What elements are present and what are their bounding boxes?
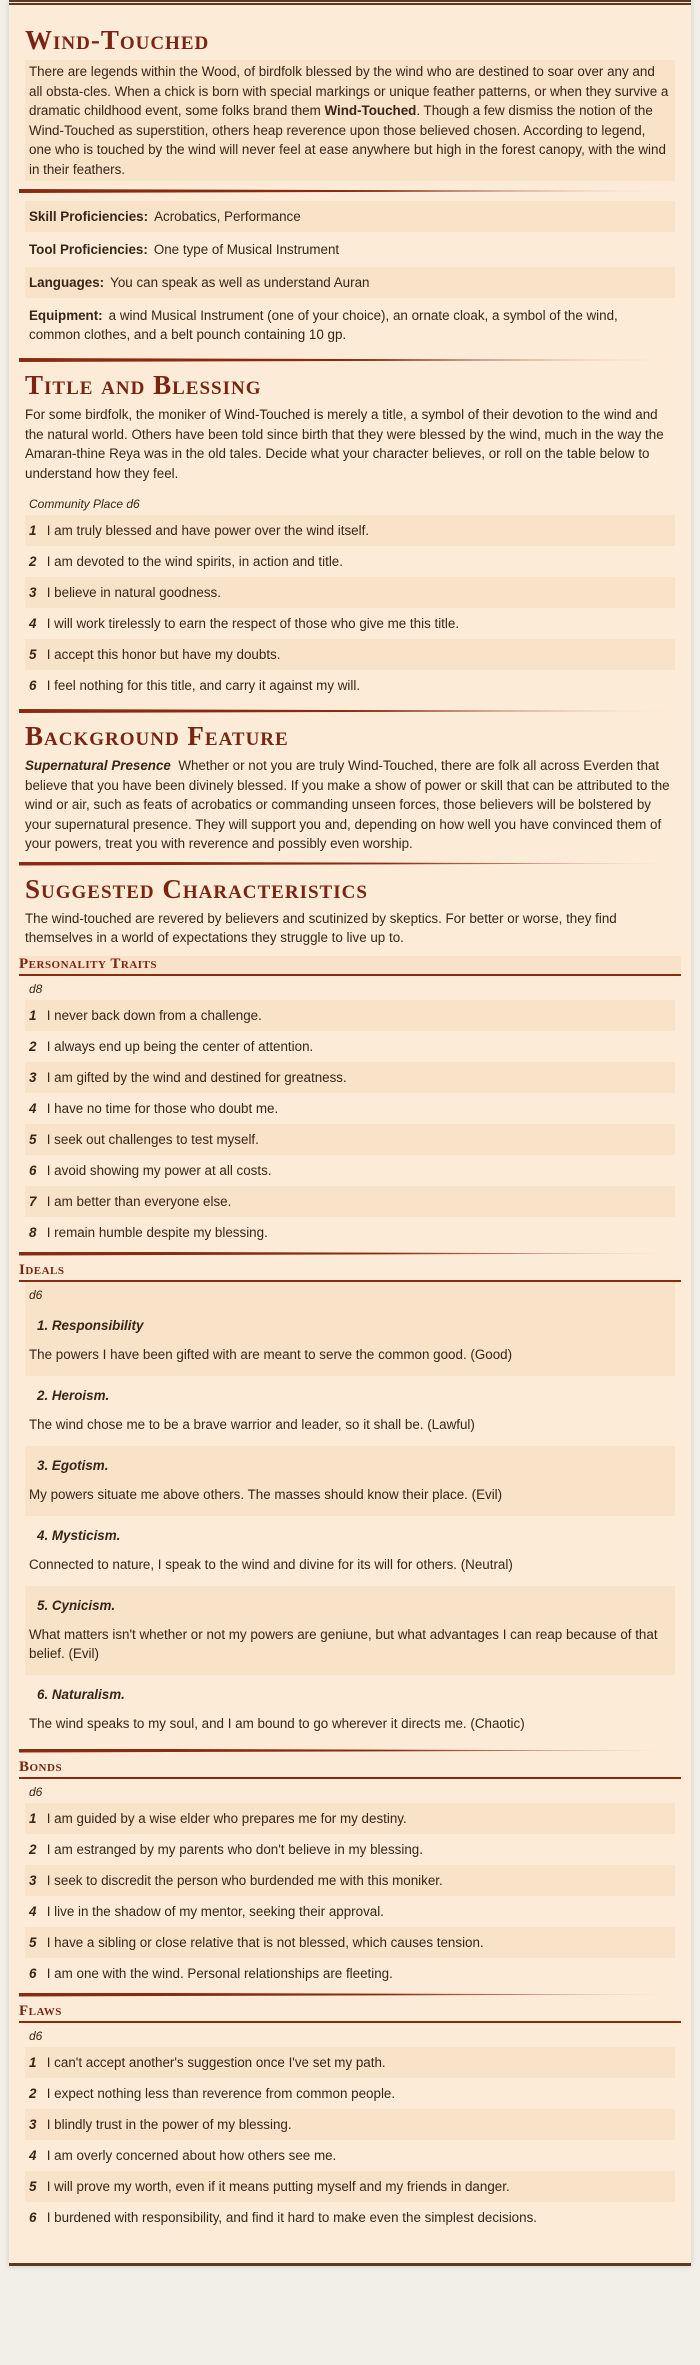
skill-proficiencies [25, 201, 675, 232]
row-text: I seek out challenges to test myself. [46, 1131, 259, 1147]
table-row [25, 608, 675, 639]
table-row [25, 2140, 675, 2171]
table-row [25, 1958, 675, 1989]
ideal-entry [25, 1376, 675, 1446]
row-number: 7 [29, 1193, 37, 1209]
heading-ideals: Ideals [19, 1262, 681, 1282]
die-label: d6 [29, 2028, 43, 2043]
table-row [25, 1834, 675, 1865]
prof-value: One type of Musical Instrument [153, 242, 340, 257]
intro-bold: Wind-Touched [324, 103, 417, 118]
row-number: 3 [29, 2116, 37, 2132]
row-text: I am better than everyone else. [46, 1193, 232, 1209]
row-number: 3 [29, 1872, 37, 1888]
table-row [25, 1803, 675, 1834]
section-divider [19, 1252, 681, 1256]
feature-text: Whether or not you are truly Wind-Touched, there are folk all across Everden that believe that you have been divinely blessed. If you make a show of power or skill that can be attributed to the wind or air, such as feats of acrobatics or commanding unseen forces, those believers will be bolstered by your supernatural presence. They will support you and, depending on how well you have convinced them of your powers, treat you with reverence and possibly even worship. [25, 758, 670, 851]
table-row [25, 1062, 675, 1093]
prof-value: You can speak as well as understand Auran [110, 275, 370, 290]
table-row [25, 670, 675, 701]
ideal-text: Connected to nature, I speak to the wind and divine for its will for others. (Neutral) [29, 1556, 513, 1572]
row-text: I am guided by a wise elder who prepares me for my destiny. [46, 1810, 407, 1826]
row-number: 2 [29, 554, 37, 569]
row-text: I avoid showing my power at all costs. [46, 1162, 272, 1178]
table-row [25, 577, 675, 608]
heading-bonds: Bonds [19, 1759, 681, 1779]
row-number: 1 [29, 1810, 37, 1826]
section-title-title-blessing: Title and Blessing [25, 370, 262, 400]
row-text: I will prove my worth, even if it means putting myself and my friends in danger. [46, 2178, 510, 2194]
table-row [25, 639, 675, 670]
intro-text-1: There are legends within the Wood, of birdfolk blessed by the wind who are destined to soar over any and all obsta-cles. When a chick is born with special markings or unique feather patterns, or when they survive a dramatic childhood event, some folks brand them [29, 64, 669, 118]
row-text: I never back down from a challenge. [46, 1007, 262, 1023]
feature-paragraph [25, 756, 675, 854]
intro-paragraph [25, 60, 675, 181]
row-text: I remain humble despite my blessing. [46, 1224, 268, 1240]
ideal-text: My powers situate me above others. The masses should know their place. (Evil) [29, 1486, 503, 1502]
table-row [25, 2109, 675, 2140]
row-text: I blindly trust in the power of my blessing. [46, 2116, 292, 2132]
ideal-text: What matters isn't whether or not my powers are geniune, but what advantages I can reap because of that belief. (Evil) [29, 1626, 658, 1661]
row-number: 5 [29, 1934, 37, 1950]
prof-label: Languages: [29, 275, 105, 290]
section-divider [19, 709, 681, 713]
document-page [9, 0, 691, 2266]
section-divider [19, 1749, 681, 1753]
row-number: 2 [29, 2085, 37, 2101]
row-number: 4 [29, 1100, 37, 1116]
table-row [25, 1896, 675, 1927]
row-number: 6 [29, 1162, 37, 1178]
prof-value: a wind Musical Instrument (one of your choice), an ornate cloak, a symbol of the wind, common clothes, and a belt pounch containing 10 gp. [29, 308, 618, 342]
table-row [25, 1093, 675, 1124]
ideal-entry [25, 1675, 675, 1745]
table-row [25, 1000, 675, 1031]
row-number: 5 [29, 2178, 37, 2194]
prof-value: Acrobatics, Performance [154, 209, 301, 224]
row-number: 1 [29, 2054, 37, 2070]
table-row [25, 2171, 675, 2202]
title-blessing-text: For some birdfolk, the moniker of Wind-Touched is merely a title, a symbol of their devotion to the wind and the natural world. Others have been told since birth that they were blessed by the wind, much in the way the Amaran-thine Reya was in the old tales. Decide what your character believes, or roll on the table below to understand how they feel. [25, 407, 664, 481]
table-row [25, 515, 675, 546]
table-row [25, 1031, 675, 1062]
row-number: 6 [29, 2209, 37, 2225]
row-number: 1 [29, 523, 37, 538]
ideal-title: 6. Naturalism. [37, 1686, 125, 1702]
heading-personality-traits: Personality Traits [19, 956, 681, 976]
table-caption: Community Place d6 [29, 497, 140, 511]
row-number: 5 [29, 647, 37, 662]
row-text: I accept this honor but have my doubts. [46, 647, 281, 662]
ideal-title: 3. Egotism. [37, 1457, 109, 1473]
die-label: d8 [29, 981, 43, 996]
row-text: I burdened with responsibility, and find it hard to make even the simplest decisions. [46, 2209, 537, 2225]
equipment [25, 300, 675, 350]
row-text: I always end up being the center of attention. [46, 1038, 314, 1054]
table-row [25, 1124, 675, 1155]
section-title-characteristics: Suggested Characteristics [25, 873, 368, 904]
row-number: 5 [29, 1131, 37, 1147]
characteristics-text: The wind-touched are revered by believers and scutinized by skeptics. For better or worse, they find themselves in a world of expectations they struggle to live up to. [25, 910, 617, 945]
table-row [25, 1155, 675, 1186]
row-text: I am estranged by my parents who don't believe in my blessing. [46, 1841, 423, 1857]
ideal-title: 1. Responsibility [37, 1317, 144, 1333]
row-number: 4 [29, 1903, 37, 1919]
row-text: I have no time for those who doubt me. [46, 1100, 279, 1116]
section-divider [19, 358, 681, 362]
row-text: I seek to discredit the person who burdended me with this moniker. [46, 1872, 443, 1888]
row-number: 2 [29, 1038, 37, 1054]
row-text: I am devoted to the wind spirits, in action and title. [46, 554, 343, 569]
prof-label: Tool Proficiencies: [29, 242, 148, 257]
row-number: 3 [29, 1069, 37, 1085]
table-row [25, 2202, 675, 2233]
table-row [25, 2078, 675, 2109]
row-number: 2 [29, 1841, 37, 1857]
row-text: I have a sibling or close relative that is not blessed, which causes tension. [46, 1934, 484, 1950]
die-label: d6 [29, 1784, 43, 1799]
row-number: 6 [29, 1965, 37, 1981]
table-row [25, 1217, 675, 1248]
row-text: I am overly concerned about how others see me. [46, 2147, 337, 2163]
row-text: I live in the shadow of my mentor, seeking their approval. [46, 1903, 384, 1919]
table-row [25, 2047, 675, 2078]
row-text: I feel nothing for this title, and carry it against my will. [46, 678, 361, 693]
table-row [25, 546, 675, 577]
row-text: I am one with the wind. Personal relationships are fleeting. [46, 1965, 393, 1981]
row-number: 1 [29, 1007, 37, 1023]
section-divider [19, 862, 681, 866]
feature-name: Supernatural Presence [25, 758, 171, 773]
row-number: 8 [29, 1224, 37, 1240]
section-divider [19, 189, 681, 193]
table-row [25, 1927, 675, 1958]
section-title-background-feature: Background Feature [25, 721, 289, 751]
heading-flaws: Flaws [19, 2003, 681, 2023]
table-row [25, 1865, 675, 1896]
ideal-text: The wind speaks to my soul, and I am bound to go wherever it directs me. (Chaotic) [29, 1715, 525, 1731]
row-text: I am gifted by the wind and destined for greatness. [46, 1069, 347, 1085]
table-row [25, 1186, 675, 1217]
prof-label: Skill Proficiencies: [29, 209, 149, 224]
row-text: I believe in natural goodness. [46, 585, 221, 600]
tool-proficiencies [25, 234, 675, 265]
ideal-entry [25, 1446, 675, 1516]
row-text: I will work tirelessly to earn the respect of those who give me this title. [46, 616, 460, 631]
row-text: I expect nothing less than reverence from common people. [46, 2085, 396, 2101]
row-number: 4 [29, 616, 37, 631]
section-divider [19, 1993, 681, 1997]
ideal-entry [25, 1306, 675, 1376]
ideal-entry [25, 1516, 675, 1586]
ideal-text: The powers I have been gifted with are meant to serve the common good. (Good) [29, 1346, 513, 1362]
die-label: d6 [25, 1282, 675, 1306]
row-number: 6 [29, 678, 37, 693]
row-number: 4 [29, 2147, 37, 2163]
ideal-text: The wind chose me to be a brave warrior and leader, so it shall be. (Lawful) [29, 1416, 475, 1432]
ideal-entry [25, 1586, 675, 1675]
ideal-title: 5. Cynicism. [37, 1597, 116, 1613]
languages [25, 267, 675, 298]
row-text: I am truly blessed and have power over the wind itself. [46, 523, 370, 538]
ideal-title: 2. Heroism. [37, 1387, 110, 1403]
intro-text-2: . Though a few dismiss the notion of the Wind-Touched as superstition, others heap reverence upon those believed chosen. According to legend, one who is touched by the wind will never feel at ease anywhere but high in the forest canopy, with the wind in their feathers. [29, 103, 666, 177]
ideal-title: 4. Mysticism. [37, 1527, 121, 1543]
row-text: I can't accept another's suggestion once I've set my path. [46, 2054, 386, 2070]
section-title-wind-touched: Wind-Touched [25, 25, 210, 55]
prof-label: Equipment: [29, 308, 103, 323]
row-number: 3 [29, 585, 37, 600]
